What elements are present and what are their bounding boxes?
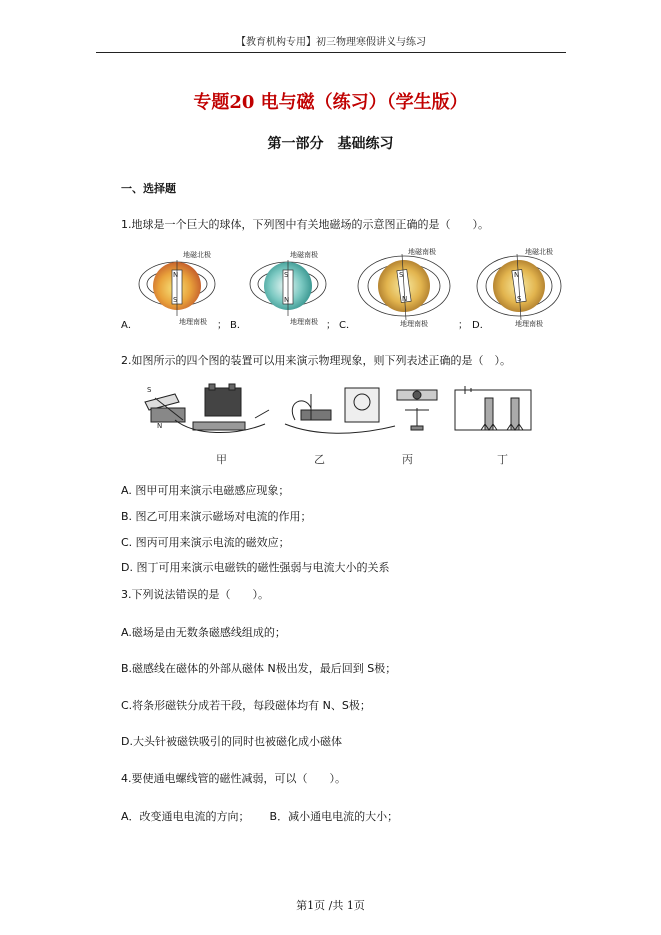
q2-option-d: D. 图丁可用来演示电磁铁的磁性强弱与电流大小的关系: [121, 561, 390, 574]
q1-option-b-letter: B．: [230, 320, 247, 331]
document-title: 专题20 电与磁（练习）（学生版）: [193, 92, 468, 113]
q1-option-c-letter: C．: [339, 320, 356, 331]
q1-figure-c: [352, 244, 462, 328]
q2-caption-jia: 甲: [216, 453, 227, 466]
q3-option-b: B.磁感线在磁体的外部从磁体 N极出发，最后回到 S极；: [121, 662, 397, 675]
q1-d-bottom-label: 地理南极: [515, 320, 543, 328]
q1-figure-d: [475, 244, 585, 328]
q1-d-pole-bottom: S: [517, 295, 522, 303]
page-footer: 第1页 /共 1页: [296, 899, 365, 912]
q1-figure-a: [135, 246, 230, 326]
q2-figure-jia: [145, 384, 269, 433]
q1-figure-b: [244, 246, 339, 326]
q2-figure-ding: [455, 386, 531, 430]
q1-option-d-letter: D．: [472, 320, 490, 331]
q2-option-c: C. 图丙可用来演示电流的磁效应；: [121, 536, 290, 549]
q2-caption-yi: 乙: [314, 453, 325, 466]
q1-d-pole-top: N: [514, 271, 520, 279]
q2-figure-bing: [397, 390, 437, 430]
q2-option-b: B. 图乙可用来演示磁场对电流的作用；: [121, 510, 312, 523]
q1-stem: 1.地球是一个巨大的球体，下列图中有关地磁场的示意图正确的是（ ）。: [121, 218, 489, 231]
q1-a-pole-top: N: [173, 271, 179, 279]
q1-option-b-sep: ；: [326, 320, 336, 331]
svg-text:N: N: [157, 422, 163, 430]
q3-option-d: D.大头针被磁铁吸引的同时也被磁化成小磁体: [121, 735, 342, 748]
section-heading: 一、选择题: [121, 182, 176, 195]
q4-options: A．改变通电电流的方向； B．减小通电电流的大小；: [121, 810, 399, 823]
svg-text:S: S: [147, 386, 152, 394]
q1-option-c-sep: ；: [458, 320, 468, 331]
q2-option-a: A. 图甲可用来演示电磁感应现象；: [121, 484, 290, 497]
q3-option-a: A.磁场是由无数条磁感线组成的；: [121, 626, 286, 639]
q4-stem: 4.要使通电螺线管的磁性减弱，可以（ ）。: [121, 772, 346, 785]
page-header: 【教育机构专用】初三物理寒假讲义与练习: [236, 37, 426, 48]
q3-stem: 3.下列说法错误的是（ ）。: [121, 588, 269, 601]
q1-a-pole-bottom: S: [173, 296, 178, 304]
q1-a-bottom-label: 地理南极: [179, 318, 207, 326]
q1-b-bottom-label: 地理南极: [290, 318, 318, 326]
q1-c-pole-top: S: [399, 271, 404, 279]
q2-caption-ding: 丁: [497, 453, 508, 466]
header-divider: [96, 52, 566, 53]
q1-a-top-label: 地磁北极: [183, 251, 211, 259]
q1-c-pole-bottom: N: [402, 295, 408, 303]
q2-apparatus-figure: [135, 380, 535, 448]
q1-b-top-label: 地磁南极: [290, 251, 318, 259]
q1-b-pole-bottom: N: [284, 296, 290, 304]
q2-caption-bing: 丙: [402, 453, 413, 466]
q1-b-pole-top: S: [284, 271, 289, 279]
q1-option-a-sep: ；: [217, 320, 227, 331]
q3-option-c: C.将条形磁铁分成若干段，每段磁体均有 N、S极；: [121, 699, 371, 712]
q2-stem: 2.如图所示的四个图的装置可以用来演示物理现象，则下列表述正确的是（ ）。: [121, 354, 511, 367]
q1-option-a-letter: A．: [121, 320, 138, 331]
q2-figure-yi: [285, 388, 395, 433]
q1-d-top-label: 地磁北极: [525, 248, 553, 256]
q1-c-top-label: 地磁南极: [408, 248, 436, 256]
q1-c-bottom-label: 地理南极: [400, 320, 428, 328]
part-heading: 第一部分 基础练习: [267, 136, 394, 152]
